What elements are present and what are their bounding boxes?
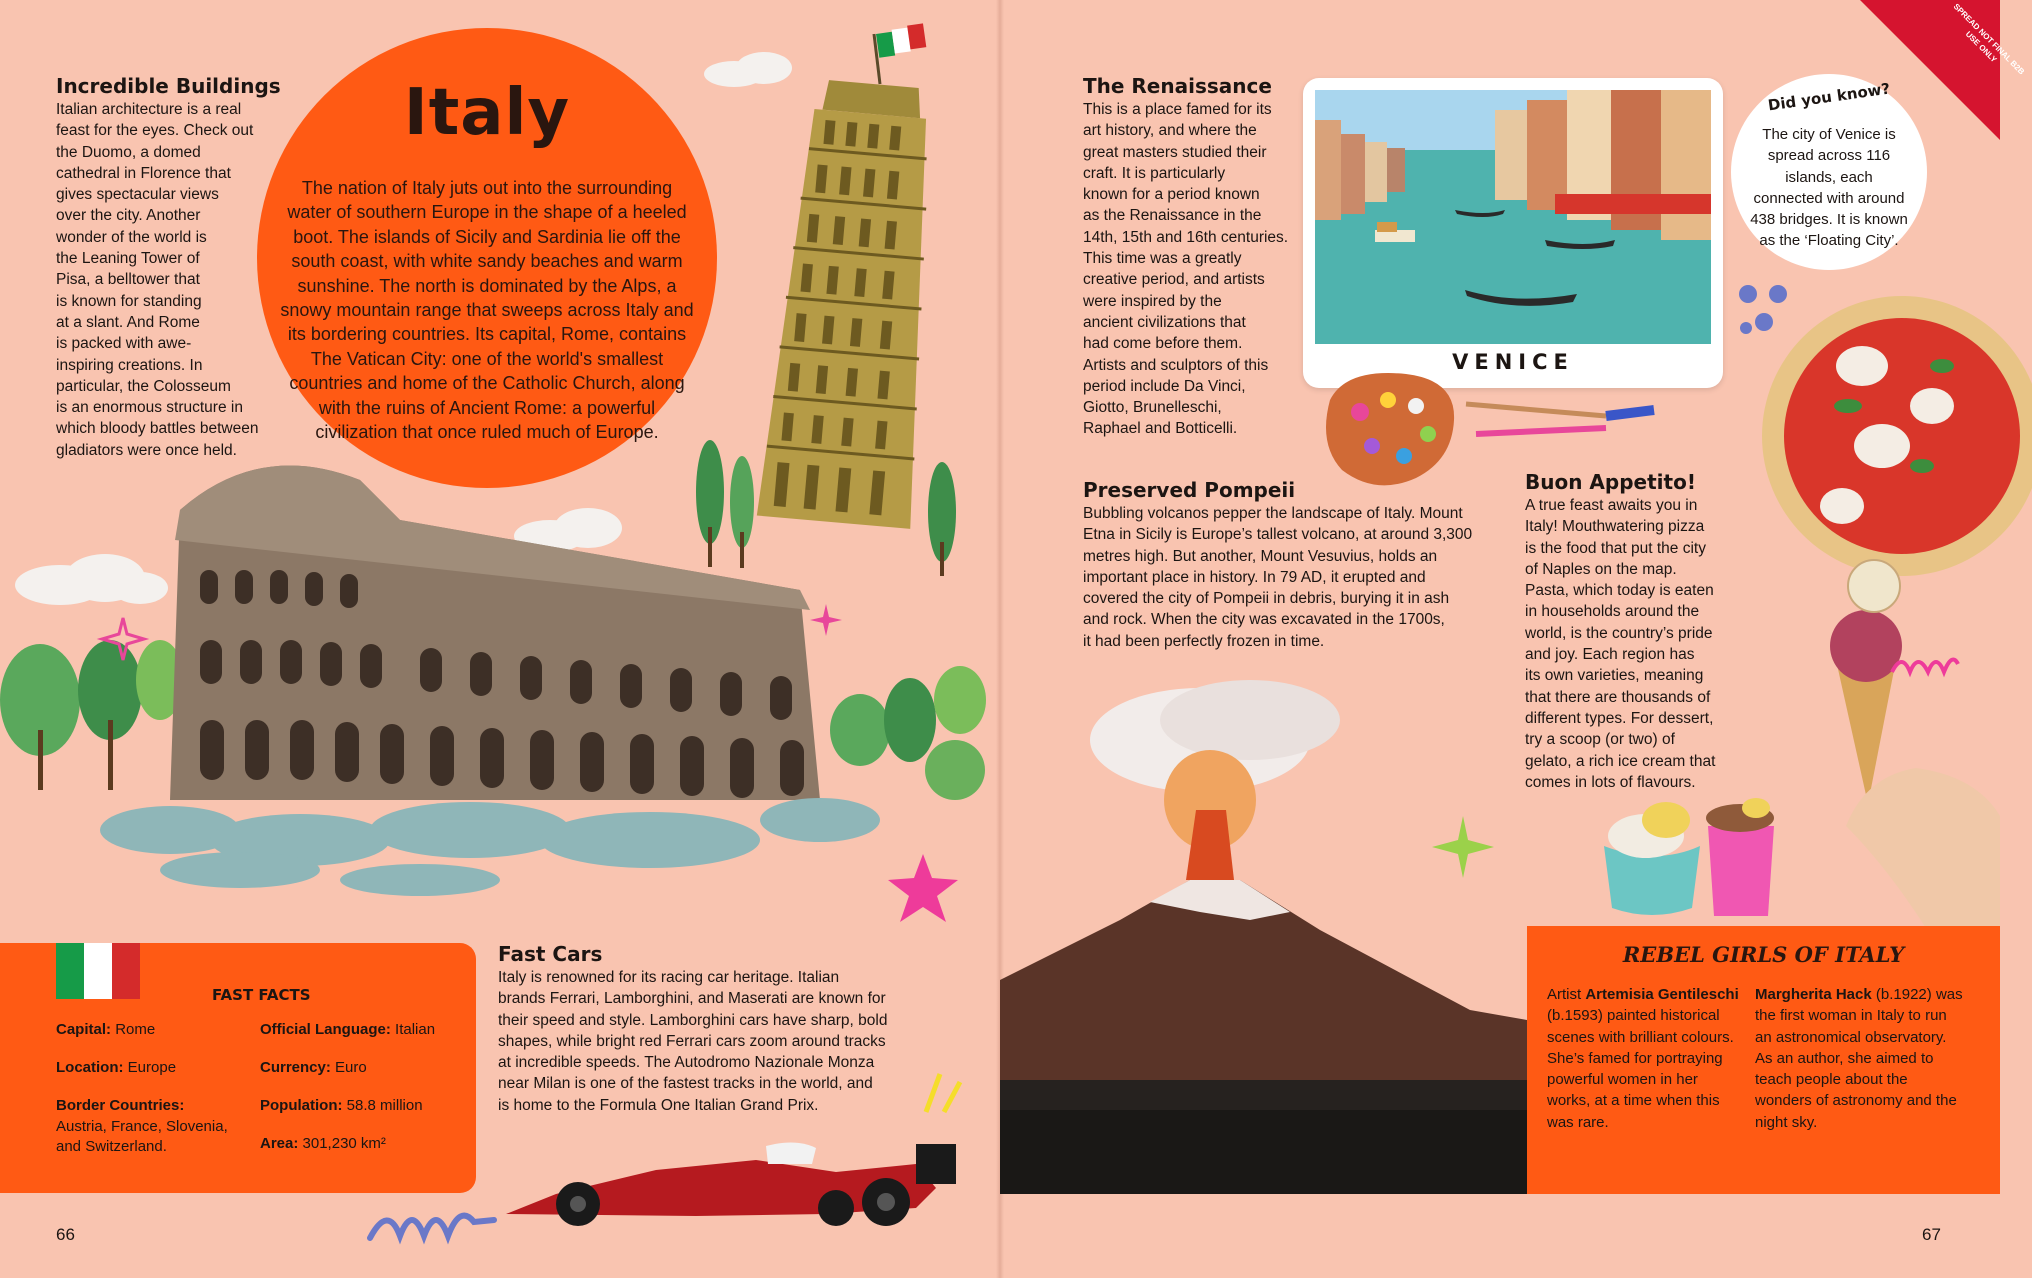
text-line: important place in history. In 79 AD, it erupted and: [1083, 568, 1426, 586]
race-car-illustration: [496, 1124, 970, 1228]
text-line: This is a place famed for its: [1083, 101, 1272, 118]
squiggle-decoration: [1888, 650, 1962, 680]
crowd: [100, 798, 880, 896]
text-line: art history, and where the: [1083, 122, 1257, 140]
text-line: Raphael and Botticelli.: [1083, 420, 1238, 438]
text-line: had come before them.: [1083, 335, 1243, 353]
page-number-right: 67: [1922, 1225, 1941, 1244]
fast-facts-box: [0, 943, 476, 1193]
text-line: their speed and style. Lamborghini cars have sharp, bold: [498, 1011, 888, 1029]
text-line: feast for the eyes. Check out: [56, 122, 254, 140]
text-line: the Duomo, a domed: [56, 143, 201, 161]
text-line: of Naples on the map.: [1525, 560, 1677, 578]
text-line: is known for standing: [56, 292, 202, 310]
text-line: creative period, and artists: [1083, 271, 1265, 289]
sparkle-icon: [808, 602, 844, 638]
text-line: over the city. Another: [56, 207, 201, 225]
text-line: Pasta, which today is eaten: [1525, 582, 1714, 600]
text-line: the Leaning Tower of: [56, 250, 200, 268]
text-line: gives spectacular views: [56, 186, 219, 204]
text-line: covered the city of Pompeii in debris, burying it in ash: [1083, 590, 1450, 608]
text-line: Italian architecture is a real: [56, 101, 242, 118]
text-line: gelato, a rich ice cream that: [1525, 752, 1716, 770]
text-line: which bloody battles between: [56, 420, 259, 438]
text-line: period include Da Vinci,: [1083, 377, 1246, 395]
text-line: wonder of the world is: [56, 228, 207, 246]
colosseum-illustration: [0, 430, 1000, 920]
corner-note: SPREAD NOT FINAL B2B USE ONLY: [1951, 1, 2027, 77]
text-line: Bubbling volcanos pepper the landscape of Italy. Mount: [1083, 505, 1463, 522]
text-line: Pisa, a belltower that: [56, 271, 200, 289]
sparkle-icon: [100, 616, 146, 662]
text-line: Giotto, Brunelleschi,: [1083, 399, 1222, 417]
text-line: Italy is renowned for its racing car heritage. Italian: [498, 969, 840, 986]
text-line: particular, the Colosseum: [56, 377, 231, 395]
text-line: inspiring creations. In: [56, 356, 203, 374]
text-line: is packed with awe-: [56, 335, 192, 353]
section-heading: Incredible Buildings: [56, 74, 281, 98]
text-line: comes in lots of flavours.: [1525, 773, 1696, 791]
cloud-illustration: [700, 46, 800, 90]
text-line: at a slant. And Rome: [56, 313, 200, 331]
text-line: shapes, while bright red Ferrari cars zoom around tracks: [498, 1032, 886, 1050]
text-line: cathedral in Florence that: [56, 164, 231, 182]
section-pompeii: [1083, 478, 1503, 652]
text-line: different types. For dessert,: [1525, 709, 1714, 727]
text-line: is an enormous structure in: [56, 399, 243, 417]
text-line: try a scoop (or two) of: [1525, 731, 1675, 749]
venice-photo: [1315, 90, 1711, 344]
venice-photo-card: [1303, 78, 1723, 388]
gelato-illustration: [1596, 536, 2000, 928]
section-fast-cars: [498, 942, 928, 1116]
fact-area: Area: 301,230 km²: [260, 1135, 386, 1152]
page-number-left: 66: [56, 1225, 75, 1244]
title-circle: [257, 28, 717, 488]
italy-flag-icon: [56, 943, 140, 999]
rebel-girls-box: [1527, 926, 2000, 1194]
text-line: world, is the country’s pride: [1525, 624, 1713, 642]
text-line: metres high. But another, Mount Vesuvius, holds an: [1083, 547, 1438, 565]
text-line: as the Renaissance in the: [1083, 207, 1262, 225]
text-line: gladiators were once held.: [56, 441, 237, 459]
dots-decoration: [1736, 282, 1806, 342]
text-line: craft. It is particularly: [1083, 164, 1226, 182]
section-body: [1083, 503, 1503, 652]
text-line: great masters studied their: [1083, 143, 1267, 161]
did-you-know-heading: Did you know?: [1766, 79, 1892, 115]
text-line: and rock. When the city was excavated in the 1700s,: [1083, 611, 1445, 629]
section-heading: Preserved Pompeii: [1083, 478, 1296, 502]
section-body: [498, 967, 928, 1116]
fact-borders: Border Countries: Austria, France, Slovenia, and Switzerland.: [56, 1097, 228, 1155]
fact-language: Official Language: Italian: [260, 1021, 436, 1038]
fact-capital: Capital: Rome: [56, 1021, 156, 1038]
rebel-artemisia: Artist Artemisia Gentileschi (b.1593) painted historical scenes with brilliant colours. She’s famed for portraying powerful women in her works, at a time when this was rare.: [1547, 986, 1739, 1131]
did-you-know-text: The city of Venice is spread across 116 islands, each connected with around 438 bridges. It is known as the ‘Floating City’.: [1750, 126, 1908, 250]
text-line: A true feast awaits you in: [1525, 497, 1698, 514]
text-line: is home to the Formula One Italian Grand Prix.: [498, 1096, 819, 1114]
text-line: near Milan is one of the fastest tracks in the world, and: [498, 1075, 873, 1093]
text-line: This time was a greatly: [1083, 250, 1242, 268]
volcano-photo: [1000, 680, 1527, 1194]
text-line: in households around the: [1525, 603, 1700, 621]
trees-left: [0, 640, 184, 790]
text-line: 14th, 15th and 16th centuries.: [1083, 228, 1289, 246]
italy-flag-icon: [874, 23, 926, 84]
section-renaissance: [1083, 74, 1298, 440]
speed-lines-decoration: [920, 1060, 970, 1120]
intro-text: The nation of Italy juts out into the surrounding water of southern Europe in the shape of a heeled boot. The islands of Sicily and Sardinia lie off the south coast, with white sandy beaches and warm sunshine. The north is dominated by the Alps, a snowy mountain range that sweeps across Italy and its bordering countries. Its capital, Rome, contains The Vatican City: one of the world's smallest countries and home of the Catholic Church, along with the ruins of Ancient Rome: a powerful civilization that once ruled much of Europe.: [280, 178, 694, 443]
corner-ribbon: [1860, 0, 2027, 140]
gelato-cups: [1604, 798, 1774, 916]
text-line: ancient civilizations that: [1083, 313, 1246, 331]
squiggle-decoration: [366, 1202, 500, 1250]
text-line: and joy. Each region has: [1525, 646, 1695, 664]
section-incredible-buildings: [56, 74, 286, 461]
fact-location: Location: Europe: [56, 1059, 177, 1076]
section-body: [1083, 99, 1298, 440]
text-line: at incredible speeds. The Autodromo Nazionale Monza: [498, 1054, 875, 1072]
text-line: Artists and sculptors of this: [1083, 356, 1269, 374]
fast-facts-heading: FAST FACTS: [212, 986, 311, 1004]
text-line: known for a period known: [1083, 186, 1260, 204]
star-icon: [886, 852, 960, 926]
rebel-margherita: Margherita Hack (b.1922) was the first woman in Italy to run an astronomical observatory. As an author, she aimed to teach people about the wonders of astronomy and the night sky.: [1755, 986, 1963, 1131]
venice-caption: VENICE: [1452, 350, 1574, 374]
text-line: its own varieties, meaning: [1525, 667, 1704, 685]
text-line: it had been perfectly frozen in time.: [1083, 632, 1325, 650]
section-heading: Fast Cars: [498, 942, 603, 966]
text-line: were inspired by the: [1083, 292, 1222, 310]
text-line: Italy! Mouthwatering pizza: [1525, 518, 1705, 536]
text-line: is the food that put the city: [1525, 539, 1706, 557]
text-line: that there are thousands of: [1525, 688, 1711, 706]
fact-population: Population: 58.8 million: [260, 1097, 423, 1114]
text-line: brands Ferrari, Lamborghini, and Maserati are known for: [498, 990, 886, 1008]
page-title: Italy: [403, 76, 571, 150]
rebel-girls-heading: REBEL GIRLS OF ITALY: [1622, 942, 1905, 967]
section-heading: The Renaissance: [1083, 74, 1272, 98]
fact-currency: Currency: Euro: [260, 1059, 367, 1076]
sparkle-icon: [1430, 814, 1496, 880]
eruption-plume: [1090, 680, 1340, 880]
text-line: Etna in Sicily is Europe’s tallest volcano, at around 3,300: [1083, 526, 1473, 544]
section-body: [56, 99, 286, 461]
trees-right: [830, 666, 986, 800]
section-heading: Buon Appetito!: [1525, 470, 1696, 494]
